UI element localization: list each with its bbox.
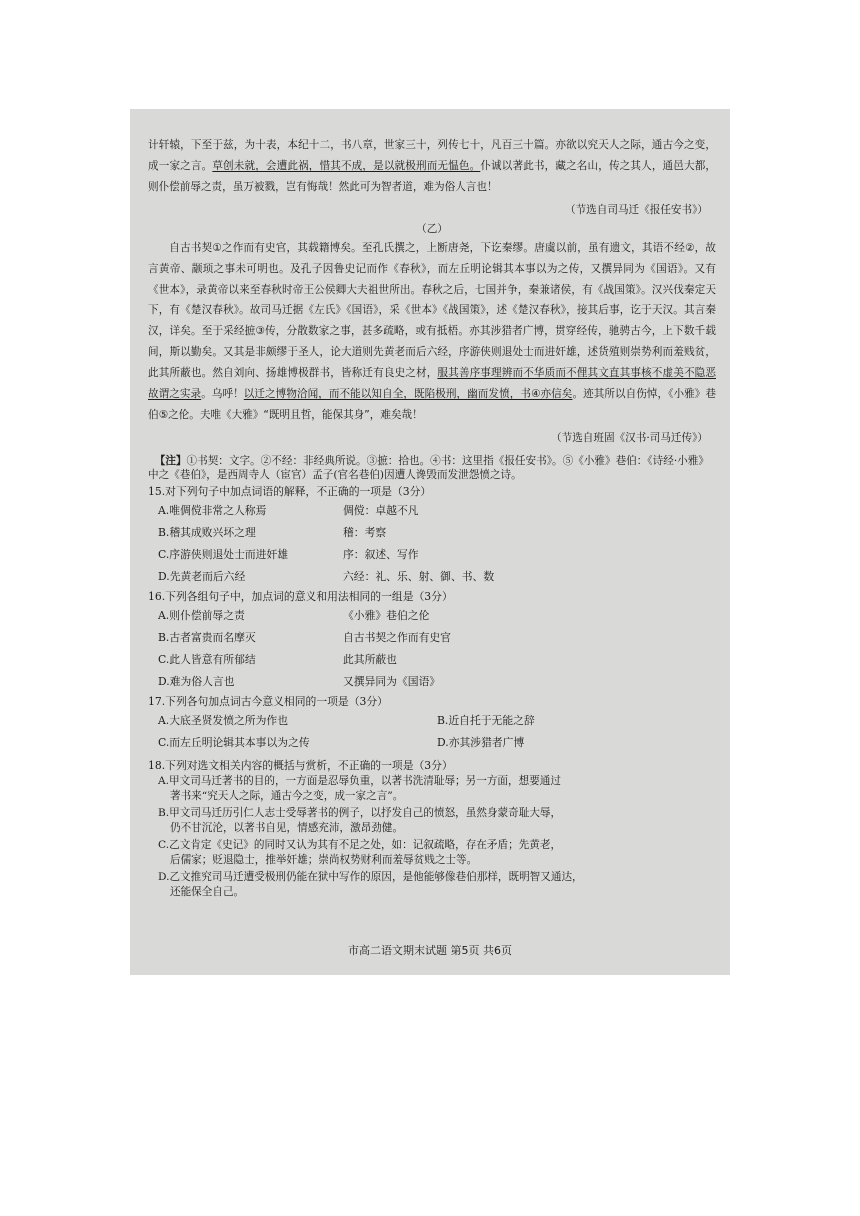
q16-d-sentence-2: 又撰异同为《国语》 (343, 674, 441, 688)
q16-option-c[interactable] (148, 649, 716, 671)
q15-option-d[interactable] (148, 566, 716, 588)
passage-b-unpunctuated-sentence: 服其善序事理辨而不华质而不俚其文直其事核不虚美不隐恶故谓之实录 (148, 367, 716, 401)
q15-d-sentence: D.先黄老而后六经 (158, 569, 246, 583)
passage-a-part2: 仆诚以著此书，藏之名山，传之其人，通邑大都，则仆偿前辱之责，虽万被戮，岂有悔哉！然此可为智者道，难为俗人言也！ (148, 159, 717, 193)
q18-option-b[interactable] (148, 806, 716, 836)
q18-a-line2: 著书来“究天人之际，通古今之变，成一家之言”。 (170, 789, 404, 802)
passage-b-label: （乙） (416, 222, 448, 235)
exam-sheet (130, 109, 730, 975)
question-17-stem: 17.下列各句加点词古今意义相同的一项是（3分） (148, 694, 388, 708)
q18-a-line1: A.甲文司马迁著书的目的，一方面是忍辱负重，以著书洗清耻辱；另一方面，想要通过 (158, 774, 561, 787)
passage-b-part3: 。迹其所以自伤悼，《小雅》巷伯⑤之伦。夫唯《大雅》“既明且哲，能保其身”，难矣哉！ (148, 388, 717, 421)
q18-d-line2: 还能保全自己。 (170, 885, 245, 898)
q15-a-sentence: A.唯倜傥非常之人称焉 (158, 503, 267, 517)
passage-a-text (148, 135, 716, 198)
notes (148, 454, 716, 483)
q16-option-d[interactable] (148, 671, 716, 693)
q18-option-d[interactable] (148, 870, 716, 900)
question-16-stem: 16.下列各组句子中，加点词的意义和用法相同的一组是（3分） (148, 589, 453, 603)
q15-a-explanation: 倜傥：卓越不凡 (343, 503, 419, 517)
notes-label: 【注】 (154, 454, 187, 467)
passage-b-part1: 自古书契①之作而有史官，其载籍博矣。至孔氏撰之，上断唐尧，下讫秦缪。唐虞以前，虽有遗文，其语不经②，故言黄帝、颛顼之事未可明也。及孔子因鲁史记而作《春秋》，而左丘明论辑其本事以为之传，又撰异同为《国语》。又有《世本》，录黄帝以来至春秋时帝王公侯卿大夫祖世所出。春秋之后，七国并争，秦兼诸侯，有《战国策》。汉兴伐秦定天下，有《楚汉春秋》。故司马迁据《左氏》《国语》，采《世本》《战国策》，述《楚汉春秋》，接其后事，讫于天汉。其言秦汉，详矣。至于采经摭③传，分散数家之事，甚多疏略，或有抵梧。亦其涉猎者广博，贯穿经传，驰骋古今，上下数千载间，斯以勤矣。又其是非颇缪于圣人，论大道则先黄老而后六经，序游侠则退处士而进奸雄，述货殖则崇势利而羞贱贫，此其所蔽也。然自刘向、扬雄博极群书，皆称迁有良史之材， (148, 241, 716, 380)
page-footer: 市高二语文期末试题 第5页 共6页 (348, 944, 512, 957)
passage-b-part2: 。乌呼！ (201, 388, 244, 401)
q15-option-a[interactable] (148, 500, 716, 522)
q18-b-line2: 仍不甘沉沦，以著书自见，情感充沛，激昂劲健。 (170, 821, 404, 834)
passage-b-underlined-sentence: 以迁之博物洽闻，而不能以知自全，既陷极刑，幽而发愤，书④亦信矣 (243, 388, 573, 401)
q17-option-a[interactable]: A.大底圣贤发愤之所为作也 (158, 713, 288, 727)
passage-a-source: （节选自司马迁《报任安书》） (564, 203, 708, 216)
q16-b-sentence-1: B.古者富贵而名摩灭 (158, 630, 256, 644)
passage-b-text (148, 238, 716, 426)
question-15-stem: 15.对下列句子中加点词语的解释，不正确的一项是（3分） (148, 484, 432, 498)
q17-row-ab (148, 710, 716, 732)
q15-b-sentence: B.稽其成败兴坏之理 (158, 525, 256, 539)
passage-b-source: （节选自班固《汉书·司马迁传》） (551, 431, 708, 444)
passage-a-part1: 计轩辕，下至于兹，为十表，本纪十二，书八章，世家三十，列传七十，凡百三十篇。亦欲以究天人之际，通古今之变，成一家之言。 (148, 139, 716, 172)
q18-d-line1: D.乙文推究司马迁遭受极刑仍能在狱中写作的原因，是他能够像巷伯那样，既明智又通达， (158, 870, 583, 883)
q16-c-sentence-2: 此其所蔽也 (343, 652, 397, 666)
q17-row-cd (148, 732, 716, 754)
q15-b-explanation: 稽：考察 (343, 525, 387, 539)
q17-option-c[interactable]: C.而左丘明论辑其本事以为之传 (158, 735, 310, 749)
q15-option-c[interactable] (148, 544, 716, 566)
q16-d-sentence-1: D.难为俗人言也 (158, 674, 235, 688)
q16-option-a[interactable] (148, 605, 716, 627)
q18-option-a[interactable] (148, 774, 716, 804)
q15-c-sentence: C.序游侠则退处士而进奸雄 (158, 547, 289, 561)
q15-option-b[interactable] (148, 522, 716, 544)
notes-text: ①书契：文字。②不经：非经典所说。③摭：拾也。④书：这里指《报任安书》。⑤《小雅》巷伯：《诗经·小雅》中之《巷伯》，是西周寺人（宦官）孟子(官名巷伯)因遭人谗毁而发泄怨愤之诗。 (148, 454, 709, 482)
q16-a-sentence-1: A.则仆偿前辱之责 (158, 608, 245, 622)
q15-c-explanation: 序：叙述、写作 (343, 547, 419, 561)
q16-a-sentence-2: 《小雅》巷伯之伦 (343, 608, 430, 622)
q18-c-line1: C.乙文肯定《史记》的同时又认为其有不足之处，如：记叙疏略，存在矛盾；先黄老， (158, 838, 562, 851)
q15-d-explanation: 六经：礼、乐、射、御、书、数 (343, 569, 495, 583)
q17-option-d[interactable]: D.亦其涉猎者广博 (437, 735, 525, 749)
q16-c-sentence-1: C.此人皆意有所郁结 (158, 652, 256, 666)
passage-a-underlined-sentence: 草创未就，会遭此祸，惜其不成，是以就极刑而无愠色。 (212, 159, 481, 172)
exam-content (148, 135, 716, 902)
q18-c-line2: 后儒家；贬退隐士，推举奸雄；崇尚权势财利而羞辱贫贱之士等。 (170, 853, 478, 866)
q16-b-sentence-2: 自古书契之作而有史官 (343, 630, 451, 644)
q18-option-c[interactable] (148, 838, 716, 868)
q16-option-b[interactable] (148, 627, 716, 649)
question-18-stem: 18.下列对选文相关内容的概括与赏析，不正确的一项是（3分） (148, 758, 453, 772)
q17-option-b[interactable]: B.近自托于无能之辞 (437, 713, 535, 727)
q18-b-line1: B.甲文司马迁历引仁人志士受辱著书的例子，以抒发自己的愤怒，虽然身蒙奇耻大辱， (158, 806, 562, 819)
